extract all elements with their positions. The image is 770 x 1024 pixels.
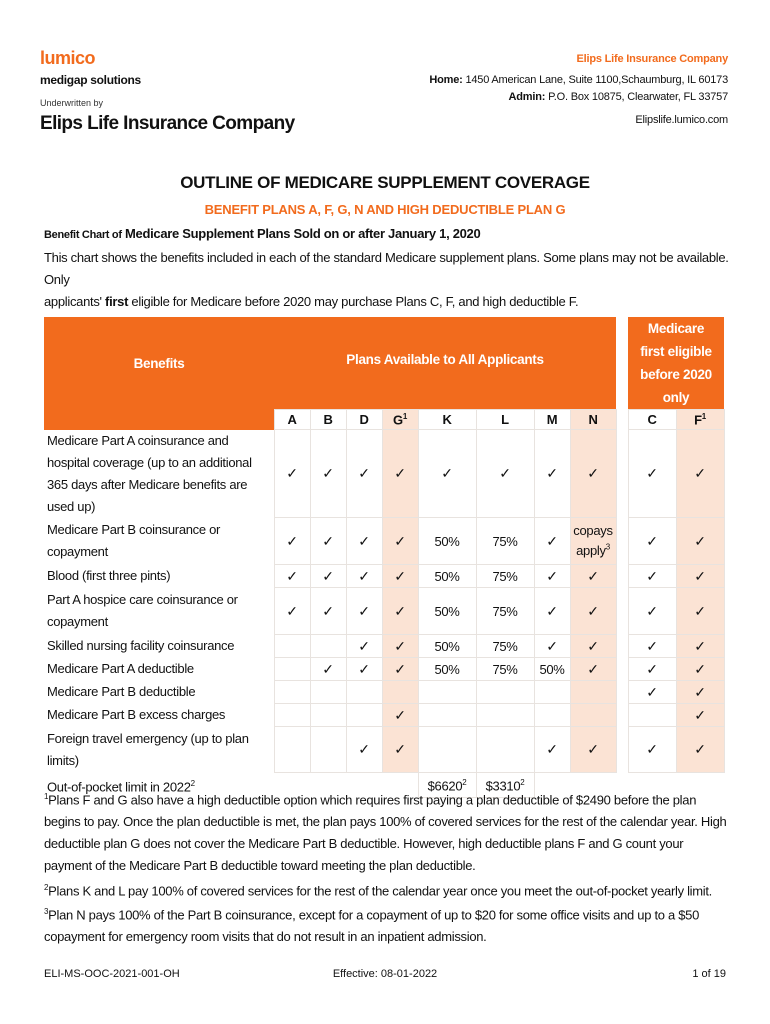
check-icon: ✓ — [546, 602, 558, 619]
cell-g — [382, 635, 418, 658]
cell-d — [346, 727, 382, 773]
cell-d — [346, 430, 382, 518]
check-icon: ✓ — [286, 465, 298, 481]
cell-value: copays apply — [573, 523, 613, 558]
cell-c — [628, 658, 676, 681]
cell-a — [274, 704, 310, 727]
cell-b — [310, 704, 346, 727]
cell-g — [382, 588, 418, 635]
plan-header-b — [310, 410, 346, 430]
check-icon: ✓ — [358, 741, 370, 757]
check-icon: ✓ — [546, 465, 558, 481]
plan-header-m — [534, 410, 570, 430]
benefit-chart — [44, 317, 725, 798]
check-icon: ✓ — [646, 602, 658, 619]
check-icon: ✓ — [694, 602, 706, 619]
check-icon: ✓ — [394, 602, 406, 619]
cell-d — [346, 681, 382, 704]
cell-a — [274, 430, 310, 518]
cell-m — [534, 658, 570, 681]
company-name: Elips Life Insurance Company — [576, 53, 728, 65]
effective-date: Effective: 08-01-2022 — [332, 968, 438, 980]
cell-value: 75% — [492, 568, 518, 584]
plan-header-n — [570, 410, 616, 430]
cell-a — [274, 658, 310, 681]
footnote-3-text: Plan N pays 100% of the Part B coinsurance, except for a copayment of up to $20 for some office visits and up to a $50 copayment for emergency room visits that do not result in an inpatient admission. — [44, 907, 700, 945]
benefit-text: Foreign travel emergency (up to plan limits) — [47, 730, 249, 768]
table-row — [44, 727, 724, 773]
table-row — [44, 658, 724, 681]
cell-d — [346, 588, 382, 635]
check-icon: ✓ — [694, 683, 706, 700]
underwritten-by-label: Underwritten by — [40, 98, 104, 108]
check-icon: ✓ — [646, 741, 658, 757]
cell-k — [418, 635, 476, 658]
cell-c — [628, 565, 676, 588]
check-icon: ✓ — [646, 637, 658, 654]
cell-k — [418, 704, 476, 727]
cell-b — [310, 430, 346, 518]
cell-d — [346, 704, 382, 727]
intro-applicants: applicants' — [44, 294, 102, 309]
footnote-1-text: Plans F and G also have a high deductible option which requires first paying a plan deductible of $2490 before the plan begins to pay. Once the plan deductible is met, the plan pays 100% of covered services for the rest of the calendar year. High deductible plan G does not cover the Medicare Part B deductible. However, high deductible plans F and G count your payment of the Medicare Part B deductible toward meeting the plan deductible. — [44, 792, 727, 874]
benefit-text: Medicare Part A coinsurance and hospital coverage (up to an additional 365 days after Medicare benefits are used up) — [47, 432, 252, 514]
check-icon: ✓ — [546, 567, 558, 584]
plan-header-k — [418, 410, 476, 430]
check-icon: ✓ — [646, 465, 658, 481]
home-address: 1450 American Lane, Suite 1100,Schaumburg, IL 60173 — [465, 74, 728, 86]
check-icon: ✓ — [394, 465, 406, 481]
check-icon: ✓ — [587, 660, 599, 677]
check-icon: ✓ — [286, 602, 298, 619]
medigap-solutions-logo: medigap solutions — [40, 73, 141, 87]
check-icon: ✓ — [286, 532, 298, 549]
cell-n — [570, 635, 616, 658]
plan-footnote-mark: 1 — [402, 411, 407, 421]
cell-l — [476, 658, 534, 681]
check-icon: ✓ — [358, 602, 370, 619]
website-link[interactable]: Elipslife.lumico.com — [635, 114, 728, 126]
plan-letter: M — [546, 412, 558, 427]
cell-b — [310, 635, 346, 658]
cell-g — [382, 565, 418, 588]
check-icon: ✓ — [322, 532, 334, 549]
cell-f — [676, 635, 724, 658]
page-number: 1 of 19 — [692, 968, 726, 980]
plans-all-header: Plans Available to All Applicants — [274, 317, 616, 410]
check-icon: ✓ — [358, 465, 370, 481]
footnote-2-text: Plans K and L pay 100% of covered services for the rest of the calendar year once you meet the out-of-pocket yearly limit. — [48, 883, 712, 899]
cell-k — [418, 588, 476, 635]
benefit-footnote-mark: 2 — [190, 778, 195, 788]
check-icon: ✓ — [322, 602, 334, 619]
cell-value: $6620 — [427, 777, 463, 793]
cell-value: 75% — [492, 533, 518, 549]
benefit-name — [44, 518, 274, 565]
cell-n — [570, 565, 616, 588]
cell-g — [382, 518, 418, 565]
plan-header-c — [628, 410, 676, 430]
plan-letter: N — [588, 412, 598, 427]
check-icon: ✓ — [358, 567, 370, 584]
table-row — [44, 588, 724, 635]
plan-header-l — [476, 410, 534, 430]
cell-c — [628, 430, 676, 518]
footnote-3-mark: 3 — [44, 907, 49, 916]
check-icon: ✓ — [694, 567, 706, 584]
intro-first: first — [105, 294, 129, 309]
cell-b — [310, 727, 346, 773]
table-row — [44, 430, 724, 518]
cell-footnote-mark: 2 — [462, 777, 467, 787]
plan-letter: A — [287, 412, 297, 427]
plan-letter: B — [323, 412, 333, 427]
plan-footnote-mark: 1 — [701, 411, 706, 421]
plan-header-d — [346, 410, 382, 430]
cell-m — [534, 727, 570, 773]
cell-g — [382, 430, 418, 518]
cell-g — [382, 658, 418, 681]
cell-a — [274, 518, 310, 565]
cell-f — [676, 430, 724, 518]
check-icon: ✓ — [694, 660, 706, 677]
cell-value: 50% — [434, 568, 460, 584]
cell-value: 50% — [434, 661, 460, 677]
plan-letter: C — [647, 412, 657, 427]
cell-c — [628, 681, 676, 704]
plans-pre2020-header: Medicare first eligible before 2020 only — [628, 317, 724, 410]
cell-a — [274, 565, 310, 588]
cell-n — [570, 588, 616, 635]
footnote-1 — [44, 786, 734, 877]
benefit-name — [44, 565, 274, 588]
cell-a — [274, 588, 310, 635]
check-icon: ✓ — [587, 602, 599, 619]
cell-b — [310, 565, 346, 588]
check-icon: ✓ — [394, 532, 406, 549]
check-icon: ✓ — [694, 706, 706, 723]
check-icon: ✓ — [694, 465, 706, 481]
cell-a — [274, 681, 310, 704]
check-icon: ✓ — [394, 741, 406, 757]
cell-value: 50% — [539, 661, 565, 677]
cell-n — [570, 430, 616, 518]
plan-header-g — [382, 410, 418, 430]
cell-m — [534, 565, 570, 588]
table-row — [44, 565, 724, 588]
plan-letter: L — [501, 412, 509, 427]
benefit-name — [44, 588, 274, 635]
table-row — [44, 518, 724, 565]
cell-f — [676, 727, 724, 773]
check-icon: ✓ — [394, 637, 406, 654]
cell-c — [628, 727, 676, 773]
cell-b — [310, 588, 346, 635]
cell-k — [418, 658, 476, 681]
plan-letter: K — [442, 412, 452, 427]
check-icon: ✓ — [394, 567, 406, 584]
cell-m — [534, 635, 570, 658]
footnote-2 — [44, 877, 734, 902]
benefit-text: Out-of-pocket limit in 2022 — [47, 778, 191, 794]
cell-m — [534, 588, 570, 635]
plan-letter: D — [359, 412, 369, 427]
benefit-text: Blood (first three pints) — [47, 568, 171, 583]
check-icon: ✓ — [394, 660, 406, 677]
check-icon: ✓ — [441, 465, 453, 481]
check-icon: ✓ — [587, 741, 599, 757]
check-icon: ✓ — [646, 660, 658, 677]
intro-eligibility: eligible for Medicare before 2020 may purchase Plans C, F, and high deductible F. — [131, 294, 579, 309]
cell-n — [570, 681, 616, 704]
benefit-name — [44, 658, 274, 681]
plan-header-f — [676, 410, 724, 430]
cell-value: 50% — [434, 603, 460, 619]
cell-footnote-mark: 2 — [520, 777, 525, 787]
benefit-table — [44, 317, 725, 798]
benefit-name — [44, 727, 274, 773]
table-row — [44, 704, 724, 727]
benefit-name — [44, 635, 274, 658]
cell-f — [676, 565, 724, 588]
check-icon: ✓ — [358, 660, 370, 677]
benefits-header: Benefits — [44, 317, 274, 410]
benefit-text: Part A hospice care coinsurance or copayment — [47, 592, 238, 629]
cell-m — [534, 681, 570, 704]
cell-footnote-mark: 3 — [605, 542, 610, 552]
cell-b — [310, 681, 346, 704]
benefit-chart-title — [44, 226, 480, 241]
cell-k — [418, 727, 476, 773]
cell-l — [476, 681, 534, 704]
home-address-line — [429, 74, 728, 86]
benefit-name — [44, 681, 274, 704]
cell-value: $3310 — [485, 777, 521, 793]
cell-value: 75% — [492, 638, 518, 654]
check-icon: ✓ — [358, 637, 370, 654]
cell-d — [346, 518, 382, 565]
check-icon: ✓ — [499, 465, 511, 481]
benefit-chart-rest: Medicare Supplement Plans Sold on or after January 1, 2020 — [125, 226, 481, 241]
footnote-1-mark: 1 — [44, 792, 49, 801]
check-icon: ✓ — [322, 660, 334, 677]
check-icon: ✓ — [587, 567, 599, 584]
benefit-name — [44, 704, 274, 727]
check-icon: ✓ — [646, 567, 658, 584]
cell-n — [570, 658, 616, 681]
cell-a — [274, 727, 310, 773]
cell-d — [346, 635, 382, 658]
cell-d — [346, 658, 382, 681]
cell-c — [628, 518, 676, 565]
cell-n — [570, 704, 616, 727]
check-icon: ✓ — [358, 532, 370, 549]
cell-f — [676, 658, 724, 681]
cell-c — [628, 635, 676, 658]
cell-l — [476, 430, 534, 518]
table-row — [44, 681, 724, 704]
form-number: ELI-MS-OOC-2021-001-OH — [44, 968, 180, 980]
cell-d — [346, 565, 382, 588]
admin-address: P.O. Box 10875, Clearwater, FL 33757 — [548, 91, 728, 103]
cell-g — [382, 681, 418, 704]
plan-header-a — [274, 410, 310, 430]
plan-letter: F — [694, 412, 702, 428]
check-icon: ✓ — [694, 532, 706, 549]
admin-label: Admin: — [508, 91, 546, 103]
benefit-name — [44, 430, 274, 518]
cell-k — [418, 518, 476, 565]
check-icon: ✓ — [546, 637, 558, 654]
footnote-3 — [44, 901, 734, 948]
cell-value: 75% — [492, 661, 518, 677]
benefit-text: Medicare Part B deductible — [47, 684, 196, 699]
home-label: Home: — [429, 74, 463, 86]
check-icon: ✓ — [587, 465, 599, 481]
footnote-2-mark: 2 — [44, 883, 49, 892]
check-icon: ✓ — [694, 741, 706, 757]
lumico-logo: lumico — [40, 48, 96, 68]
cell-value: 50% — [434, 533, 460, 549]
page-subtitle: BENEFIT PLANS A, F, G, N AND HIGH DEDUCTIBLE PLAN G — [204, 202, 566, 217]
check-icon: ✓ — [646, 683, 658, 700]
cell-n — [570, 727, 616, 773]
cell-k — [418, 565, 476, 588]
check-icon: ✓ — [694, 637, 706, 654]
cell-l — [476, 565, 534, 588]
cell-value: 50% — [434, 638, 460, 654]
cell-f — [676, 588, 724, 635]
check-icon: ✓ — [646, 532, 658, 549]
plan-letter-row — [44, 410, 724, 430]
page-title: OUTLINE OF MEDICARE SUPPLEMENT COVERAGE — [180, 173, 590, 192]
cell-b — [310, 658, 346, 681]
table-row — [44, 635, 724, 658]
cell-l — [476, 704, 534, 727]
cell-f — [676, 518, 724, 565]
elips-company-logo: Elips Life Insurance Company — [40, 113, 295, 134]
admin-address-line — [509, 91, 728, 103]
check-icon: ✓ — [587, 637, 599, 654]
cell-a — [274, 635, 310, 658]
cell-g — [382, 727, 418, 773]
cell-g — [382, 704, 418, 727]
cell-f — [676, 704, 724, 727]
intro-line-1: This chart shows the benefits included in each of the standard Medicare supplement plans. Some plans may not be available. Only — [44, 250, 729, 287]
plan-letter: G — [393, 412, 403, 428]
check-icon: ✓ — [394, 706, 406, 723]
cell-f — [676, 681, 724, 704]
cell-k — [418, 681, 476, 704]
cell-c — [628, 704, 676, 727]
cell-l — [476, 588, 534, 635]
benefit-text: Skilled nursing facility coinsurance — [47, 638, 235, 653]
check-icon: ✓ — [322, 465, 334, 481]
intro-line-2 — [44, 291, 734, 313]
benefit-text: Medicare Part B excess charges — [47, 707, 226, 722]
cell-b — [310, 518, 346, 565]
cell-value: 75% — [492, 603, 518, 619]
benefit-text: Medicare Part A deductible — [47, 661, 194, 676]
cell-l — [476, 635, 534, 658]
cell-k — [418, 430, 476, 518]
cell-m — [534, 704, 570, 727]
cell-c — [628, 588, 676, 635]
check-icon: ✓ — [546, 532, 558, 549]
cell-n — [570, 518, 616, 565]
check-icon: ✓ — [286, 567, 298, 584]
check-icon: ✓ — [322, 567, 334, 584]
cell-l — [476, 727, 534, 773]
cell-m — [534, 518, 570, 565]
benefit-text: Medicare Part B coinsurance or copayment — [47, 522, 221, 559]
cell-l — [476, 518, 534, 565]
check-icon: ✓ — [546, 741, 558, 757]
benefit-chart-prefix: Benefit Chart of — [44, 229, 122, 241]
cell-m — [534, 430, 570, 518]
